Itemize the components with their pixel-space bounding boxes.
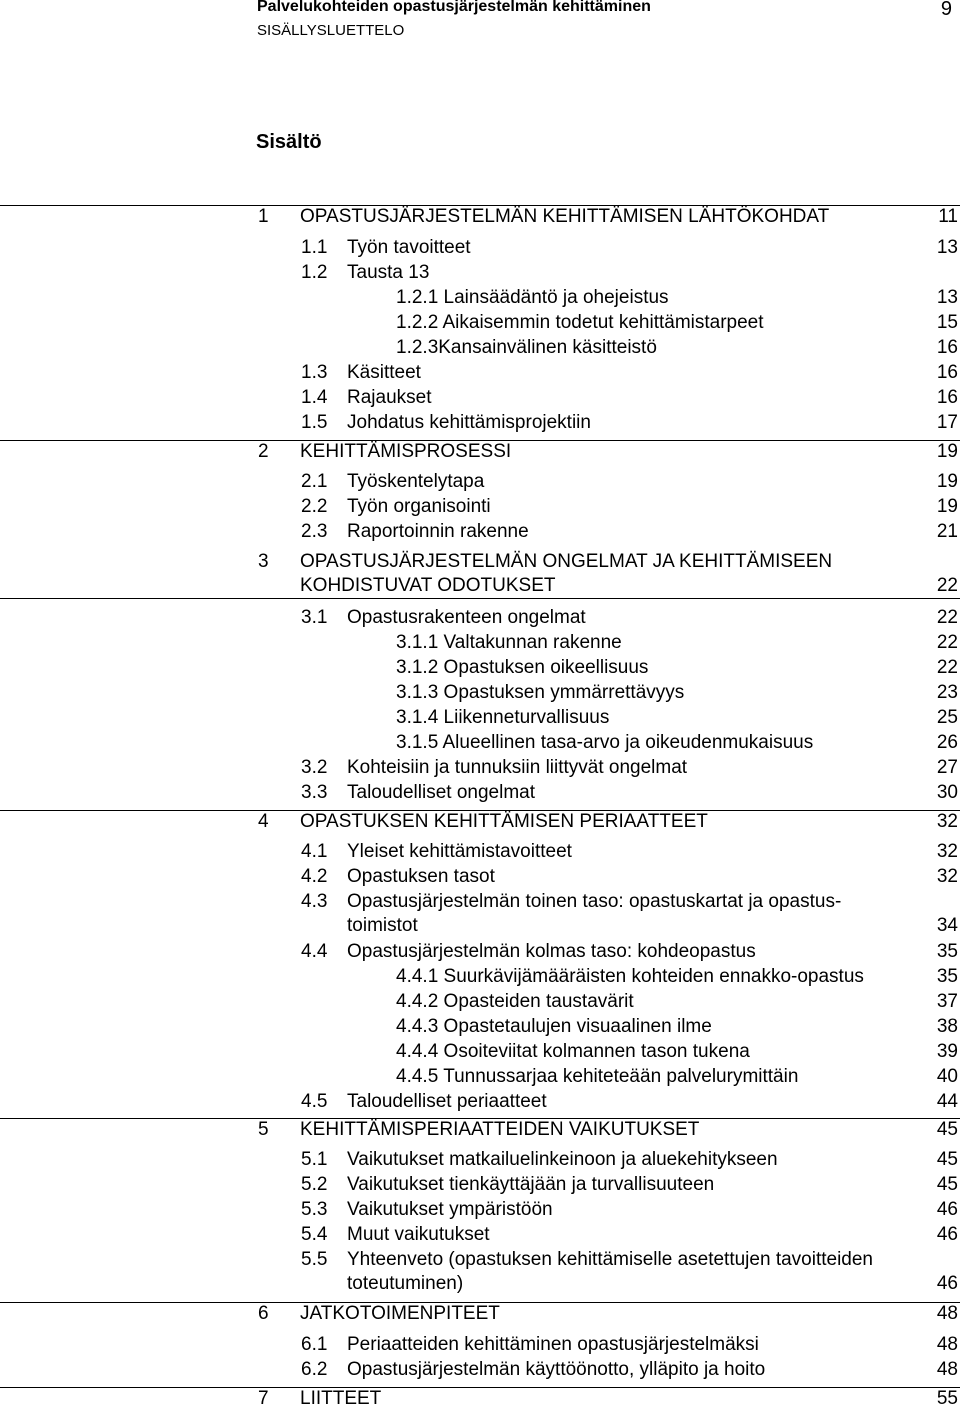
toc-entry-number: 1.1 xyxy=(301,237,328,258)
toc-entry-number: 4 xyxy=(258,811,269,832)
toc-entry-page: 11 xyxy=(938,206,958,227)
toc-entry-number: 7 xyxy=(258,1388,269,1409)
toc-entry-title: 3.1.2 Opastuksen oikeellisuus xyxy=(396,657,649,678)
toc-chapter-row[interactable] xyxy=(0,440,960,462)
toc-entry-title: JATKOTOIMENPITEET xyxy=(300,1303,500,1324)
toc-entry-title: 3.1.4 Liikenneturvallisuus xyxy=(396,707,610,728)
toc-entry-title: 4.4.3 Opastetaulujen visuaalinen ilme xyxy=(396,1016,712,1037)
toc-entry-title: Muut vaikutukset xyxy=(347,1224,490,1245)
toc-entry-page: 22 xyxy=(936,657,958,678)
toc-entry-number: 5.4 xyxy=(301,1224,328,1245)
toc-entry-title: 4.4.1 Suurkävijämääräisten kohteiden ennakko-opastus xyxy=(396,966,864,987)
toc-entry-title: Opastusrakenteen ongelmat xyxy=(347,607,586,628)
toc-entry-title: OPASTUSJÄRJESTELMÄN KEHITTÄMISEN LÄHTÖKOHDAT xyxy=(300,206,830,227)
toc-chapter-row[interactable] xyxy=(0,810,960,832)
toc-entry-title: 1.2.2 Aikaisemmin todetut kehittämistarpeet xyxy=(396,312,764,333)
toc-entry-page: 48 xyxy=(936,1303,958,1324)
toc-entry-number: 4.4 xyxy=(301,941,328,962)
toc-entry-title: Tausta 13 xyxy=(347,262,430,283)
toc-entry-title: KEHITTÄMISPERIAATTEIDEN VAIKUTUKSET xyxy=(300,1119,700,1140)
toc-entry-title: 4.4.5 Tunnussarjaa kehiteteään palvelurymittäin xyxy=(396,1066,799,1087)
toc-entry-page: 45 xyxy=(936,1119,958,1140)
toc-entry-number: 1.2 xyxy=(301,262,328,283)
toc-entry-title: 1.2.1 Lainsäädäntö ja ohejeistus xyxy=(396,287,669,308)
toc-entry-title: Opastusjärjestelmän kolmas taso: kohdeopastus xyxy=(347,941,756,962)
toc-entry-page: 32 xyxy=(936,811,958,832)
toc-entry-page: 39 xyxy=(936,1041,958,1062)
toc-entry-page: 16 xyxy=(936,387,958,408)
toc-entry-title: Työn tavoitteet xyxy=(347,237,471,258)
toc-entry-title: KEHITTÄMISPROSESSI xyxy=(300,441,512,462)
toc-entry-page: 40 xyxy=(936,1066,958,1087)
toc-entry-number: 3.2 xyxy=(301,757,328,778)
toc-entry-page: 37 xyxy=(936,991,958,1012)
toc-entry-title: OPASTUKSEN KEHITTÄMISEN PERIAATTEET xyxy=(300,811,708,832)
toc-entry-title: Opastusjärjestelmän toinen taso: opastuskartat ja opastus- toimistot xyxy=(347,891,842,936)
toc-entry-number: 5.1 xyxy=(301,1149,328,1170)
toc-entry-page: 15 xyxy=(936,312,958,333)
toc-entry-page: 26 xyxy=(936,732,958,753)
toc-chapter-row[interactable] xyxy=(0,1118,960,1140)
toc-entry-title: Periaatteiden kehittäminen opastusjärjestelmäksi xyxy=(347,1334,759,1355)
toc-entry-page: 46 xyxy=(936,1273,958,1294)
toc-entry-number: 4.1 xyxy=(301,841,328,862)
toc-entry-number: 5.5 xyxy=(301,1249,328,1270)
toc-entry-page: 16 xyxy=(936,337,958,358)
toc-entry-title: Taloudelliset periaatteet xyxy=(347,1091,547,1112)
toc-entry-page: 46 xyxy=(936,1199,958,1220)
toc-entry-page: 45 xyxy=(936,1149,958,1170)
toc-heading: Sisältö xyxy=(256,131,322,153)
toc-entry-number: 3.3 xyxy=(301,782,328,803)
toc-entry-title: Opastuksen tasot xyxy=(347,866,495,887)
toc-entry-title: Opastusjärjestelmän käyttöönotto, ylläpito ja hoito xyxy=(347,1359,766,1380)
toc-entry-title: Työn organisointi xyxy=(347,496,491,517)
toc-entry-page: 19 xyxy=(936,441,958,462)
toc-entry-title: Vaikutukset matkailuelinkeinoon ja aluekehitykseen xyxy=(347,1149,778,1170)
toc-entry-number: 1.4 xyxy=(301,387,328,408)
toc-entry-number: 4.3 xyxy=(301,891,328,912)
toc-entry-page: 46 xyxy=(936,1224,958,1245)
toc-entry-page: 22 xyxy=(936,632,958,653)
toc-entry-title: Yhteenveto (opastuksen kehittämiselle asetettujen tavoitteiden toteutuminen) xyxy=(347,1249,873,1294)
toc-entry-row[interactable] xyxy=(0,1248,960,1296)
toc-entry-number: 2.3 xyxy=(301,521,328,542)
toc-entry-title: 3.1.1 Valtakunnan rakenne xyxy=(396,632,622,653)
toc-entry-number: 3.1 xyxy=(301,607,328,628)
toc-chapter-row[interactable] xyxy=(0,205,960,227)
toc-entry-number: 5 xyxy=(258,1119,269,1140)
toc-entry-row[interactable] xyxy=(0,890,960,938)
toc-entry-number: 4.2 xyxy=(301,866,328,887)
toc-chapter-row[interactable] xyxy=(0,550,960,599)
toc-entry-title: Vaikutukset ympäristöön xyxy=(347,1199,553,1220)
toc-entry-title: Käsitteet xyxy=(347,362,421,383)
toc-entry-number: 6.2 xyxy=(301,1359,328,1380)
toc-entry-title: Työskentelytapa xyxy=(347,471,485,492)
toc-chapter-row[interactable] xyxy=(0,1387,960,1409)
toc-entry-title: Johdatus kehittämisprojektiin xyxy=(347,412,591,433)
toc-entry-number: 5.2 xyxy=(301,1174,328,1195)
toc-entry-title: LIITTEET xyxy=(300,1388,382,1409)
toc-entry-page: 48 xyxy=(936,1359,958,1380)
toc-entry-number: 1.3 xyxy=(301,362,328,383)
toc-entry-page: 21 xyxy=(936,521,958,542)
toc-entry-page: 25 xyxy=(936,707,958,728)
toc-entry-number: 5.3 xyxy=(301,1199,328,1220)
toc-entry-number: 1.5 xyxy=(301,412,328,433)
toc-entry-page: 22 xyxy=(936,607,958,628)
toc-entry-title: 3.1.5 Alueellinen tasa-arvo ja oikeudenmukaisuus xyxy=(396,732,814,753)
toc-chapter-row[interactable] xyxy=(0,1302,960,1324)
toc-entry-page: 13 xyxy=(936,237,958,258)
toc-entry-title: 3.1.3 Opastuksen ymmärrettävyys xyxy=(396,682,685,703)
toc-entry-page: 38 xyxy=(936,1016,958,1037)
toc-entry-title: 4.4.4 Osoiteviitat kolmannen tason tukena xyxy=(396,1041,750,1062)
toc-entry-number: 2 xyxy=(258,441,269,462)
toc-entry-title: 1.2.3Kansainvälinen käsitteistö xyxy=(396,337,657,358)
toc-entry-page: 32 xyxy=(936,841,958,862)
toc-entry-number: 2.1 xyxy=(301,471,328,492)
toc-entry-page: 35 xyxy=(936,941,958,962)
running-header-title: Palvelukohteiden opastusjärjestelmän kehittäminen xyxy=(257,0,651,15)
toc-entry-title: Rajaukset xyxy=(347,387,432,408)
toc-entry-page: 17 xyxy=(936,412,958,433)
toc-entry-page: 35 xyxy=(936,966,958,987)
toc-entry-number: 6.1 xyxy=(301,1334,328,1355)
toc-entry-page: 13 xyxy=(936,287,958,308)
toc-entry-title: Raportoinnin rakenne xyxy=(347,521,529,542)
toc-entry-number: 6 xyxy=(258,1303,269,1324)
toc-entry-page: 55 xyxy=(936,1388,958,1409)
toc-entry-number: 3 xyxy=(258,551,269,572)
toc-entry-page: 32 xyxy=(936,866,958,887)
toc-entry-title: 4.4.2 Opasteiden taustavärit xyxy=(396,991,634,1012)
toc-entry-page: 45 xyxy=(936,1174,958,1195)
page-number: 9 xyxy=(940,0,952,20)
toc-entry-page: 16 xyxy=(936,362,958,383)
toc-entry-number: 4.5 xyxy=(301,1091,328,1112)
toc-entry-number: 2.2 xyxy=(301,496,328,517)
toc-entry-page: 27 xyxy=(936,757,958,778)
toc-entry-title: Yleiset kehittämistavoitteet xyxy=(347,841,572,862)
toc-entry-page: 30 xyxy=(936,782,958,803)
running-header-section: SISÄLLYSLUETTELO xyxy=(257,22,405,39)
toc-entry-page: 34 xyxy=(936,915,958,936)
toc-entry-page: 44 xyxy=(936,1091,958,1112)
toc-entry-title: Kohteisiin ja tunnuksiin liittyvät ongelmat xyxy=(347,757,688,778)
toc-entry-page: 48 xyxy=(936,1334,958,1355)
toc-entry-page: 22 xyxy=(936,575,958,596)
toc-entry-number: 1 xyxy=(258,206,269,227)
toc-entry-title: Taloudelliset ongelmat xyxy=(347,782,536,803)
toc-entry-title: Vaikutukset tienkäyttäjään ja turvallisuuteen xyxy=(347,1174,715,1195)
toc-entry-title: OPASTUSJÄRJESTELMÄN ONGELMAT JA KEHITTÄMISEEN KOHDISTUVAT ODOTUKSET xyxy=(300,551,833,596)
toc-entry-page: 19 xyxy=(936,471,958,492)
toc-entry-page: 23 xyxy=(936,682,958,703)
toc-entry-page: 19 xyxy=(936,496,958,517)
